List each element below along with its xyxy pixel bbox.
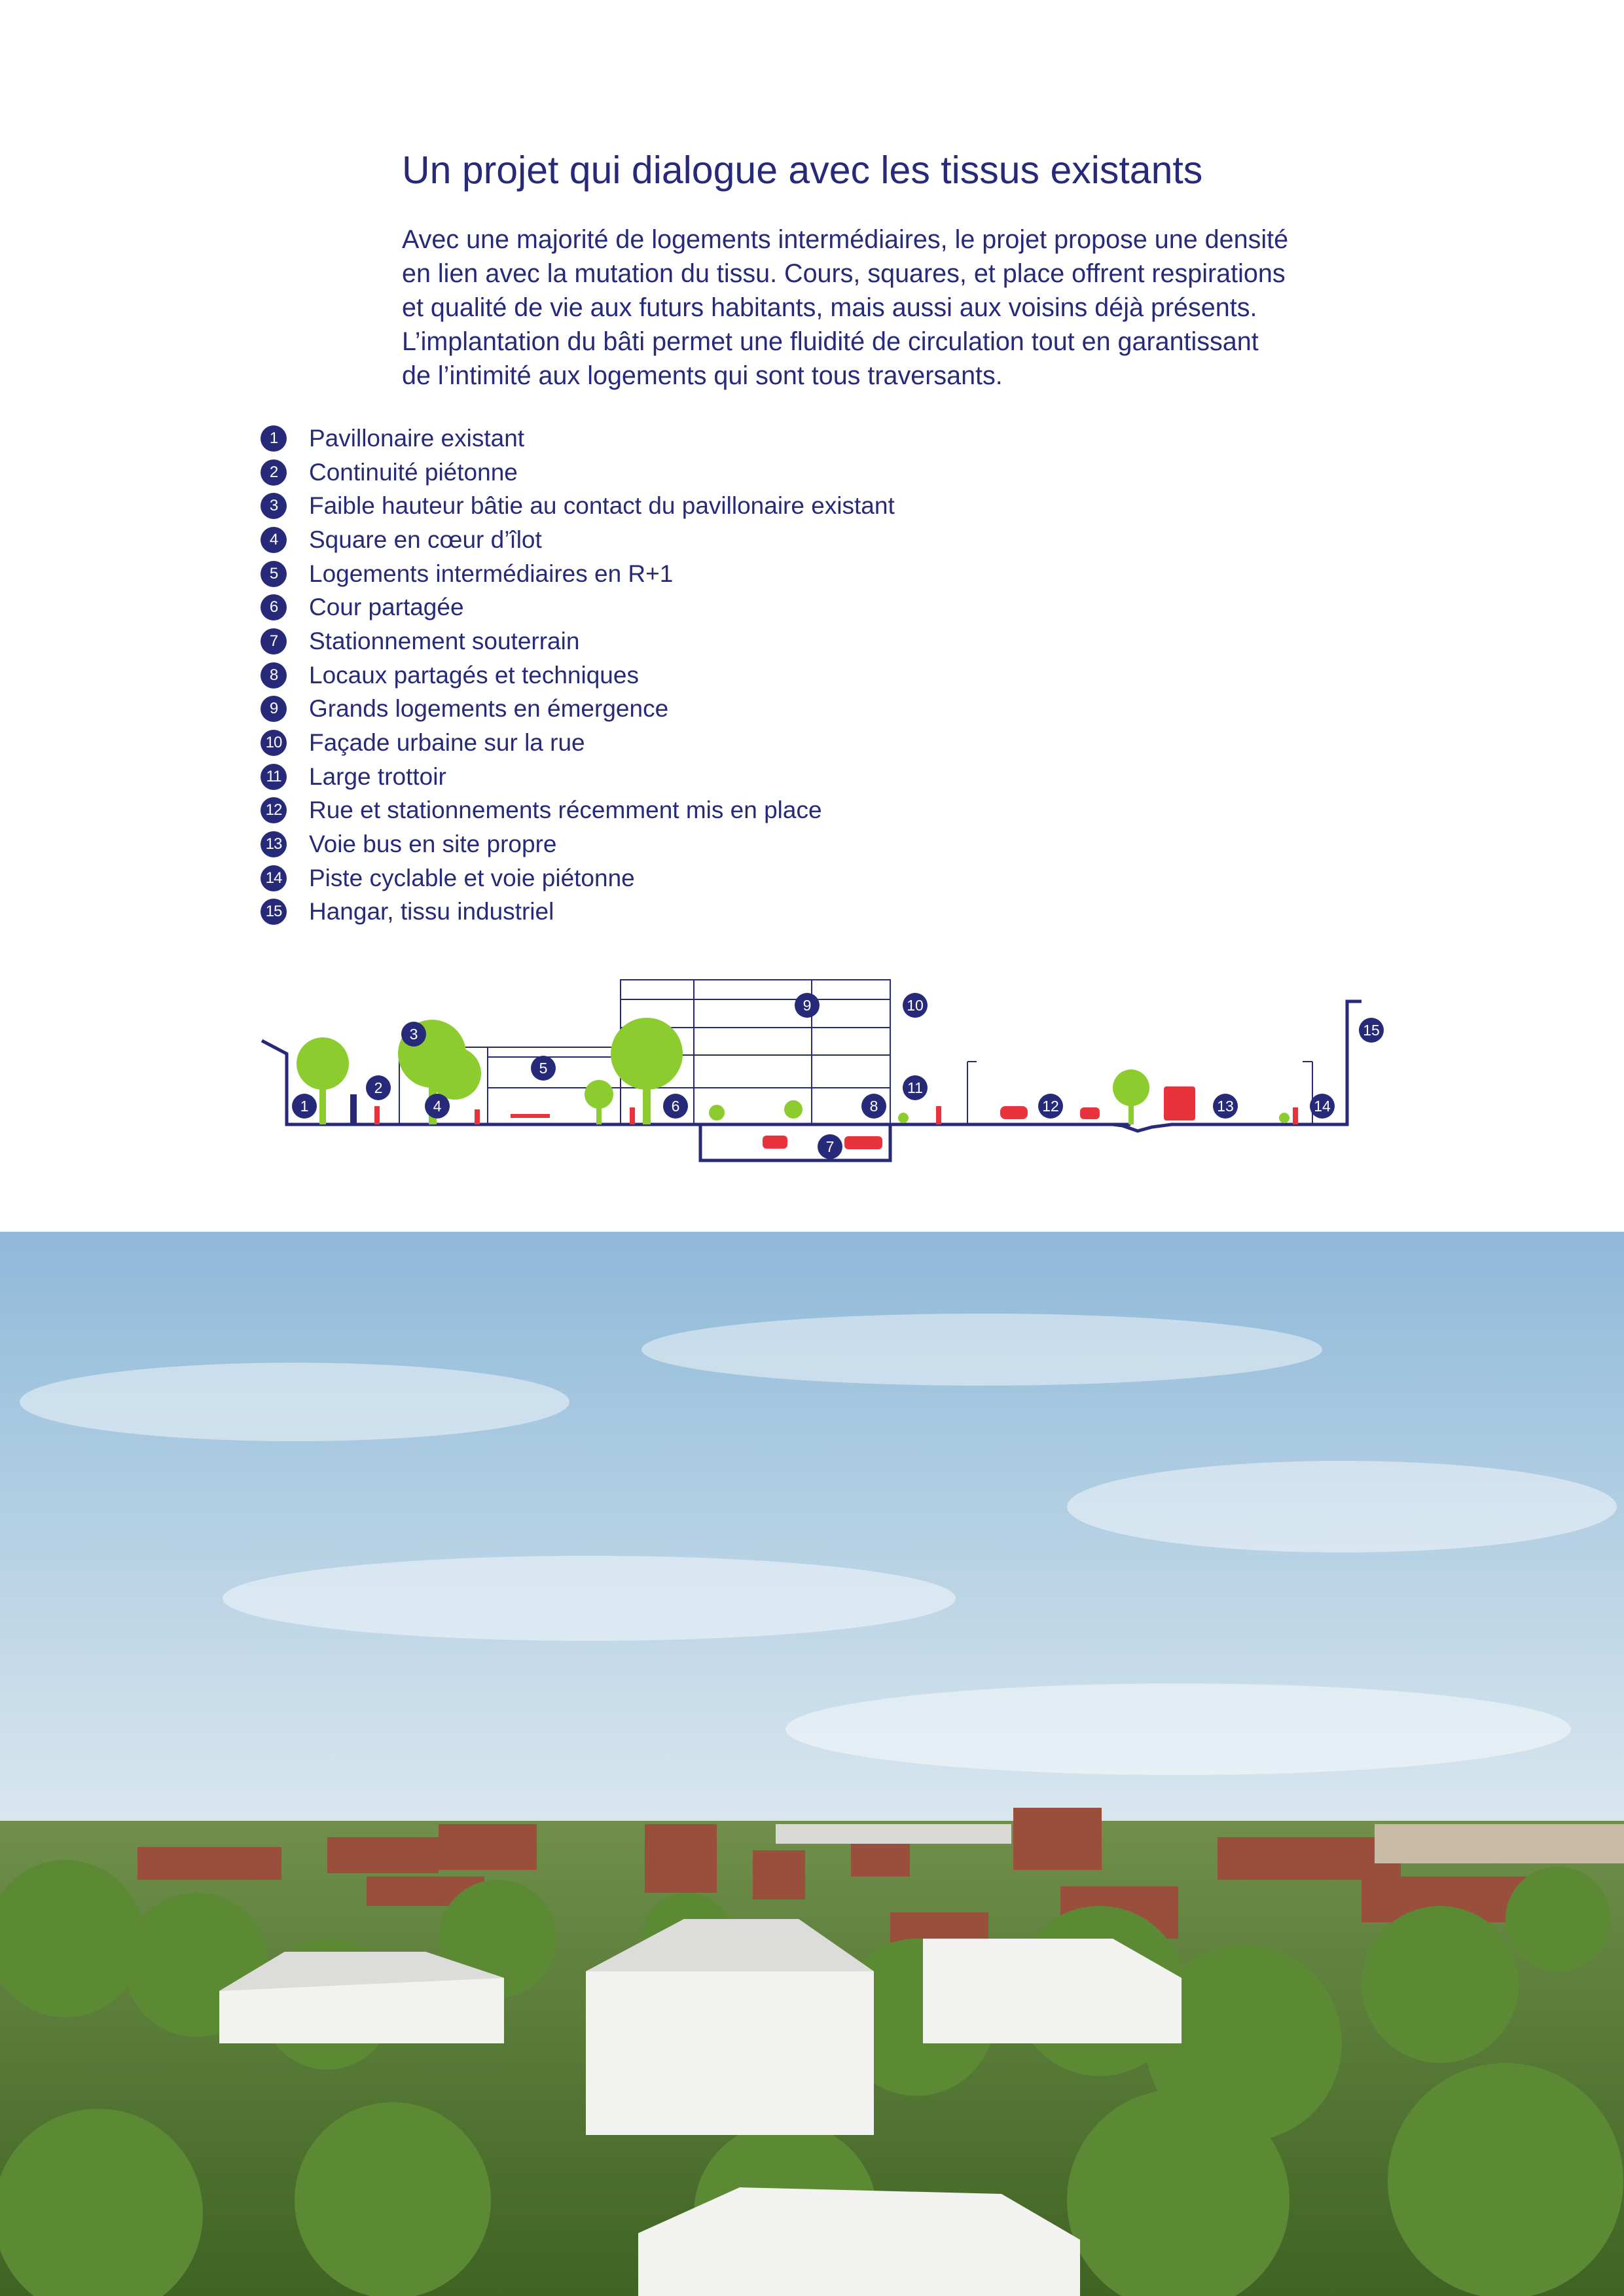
section-marker-label: 5 — [539, 1060, 548, 1077]
section-marker-label: 4 — [433, 1098, 442, 1115]
legend-label: Locaux partagés et techniques — [309, 661, 639, 689]
legend-label: Grands logements en émergence — [309, 695, 669, 723]
legend-number-badge: 1 — [261, 425, 287, 452]
legend-number-badge: 11 — [261, 764, 287, 790]
section-marker-label: 13 — [1217, 1098, 1234, 1115]
legend-label: Continuité piétonne — [309, 458, 518, 486]
legend-label: Stationnement souterrain — [309, 627, 580, 655]
page-title: Un projet qui dialogue avec les tissus existants — [402, 149, 1203, 192]
legend-number-badge: 6 — [261, 594, 287, 620]
legend-number-badge: 13 — [261, 831, 287, 857]
legend-number-badge: 5 — [261, 561, 287, 587]
legend-number-badge: 15 — [261, 899, 287, 925]
section-marker-label: 10 — [907, 997, 924, 1014]
legend-item — [261, 726, 895, 760]
legend-item — [261, 692, 895, 726]
intro-line: et qualité de vie aux futurs habitants, mais aussi aux voisins déjà présents. — [402, 293, 1257, 322]
legend-label: Voie bus en site propre — [309, 831, 557, 858]
legend-number-badge: 8 — [261, 662, 287, 689]
legend-label: Pavillonaire existant — [309, 424, 525, 452]
legend-label: Large trottoir — [309, 762, 446, 790]
legend-label: Logements intermédiaires en R+1 — [309, 560, 674, 587]
legend-item — [261, 827, 895, 861]
legend-item — [261, 456, 895, 490]
legend-item — [261, 658, 895, 692]
intro-paragraph — [402, 223, 1384, 393]
legend-number-badge: 4 — [261, 527, 287, 553]
legend-item — [261, 861, 895, 895]
legend-number-badge: 3 — [261, 493, 287, 519]
legend-item — [261, 557, 895, 591]
section-marker-label: 6 — [671, 1098, 680, 1115]
legend-item — [261, 523, 895, 557]
site-cross-section-diagram — [0, 962, 1624, 1178]
legend-number-badge: 14 — [261, 865, 287, 891]
section-marker-label: 15 — [1363, 1022, 1380, 1039]
aerial-rendering-image — [0, 1232, 1624, 2296]
section-marker-label: 11 — [907, 1079, 923, 1096]
legend-item — [261, 590, 895, 624]
legend-item — [261, 624, 895, 658]
legend-label: Faible hauteur bâtie au contact du pavillonaire existant — [309, 492, 895, 520]
legend-number-badge: 7 — [261, 628, 287, 655]
intro-line: en lien avec la mutation du tissu. Cours, squares, et place offrent respirations — [402, 259, 1286, 288]
legend-item — [261, 489, 895, 523]
legend-item — [261, 422, 895, 456]
legend-item — [261, 895, 895, 929]
legend-label: Piste cyclable et voie piétonne — [309, 864, 635, 891]
section-marker-label: 14 — [1314, 1098, 1331, 1115]
legend-label: Cour partagée — [309, 594, 464, 621]
legend-item — [261, 760, 895, 794]
section-marker-label: 1 — [300, 1098, 309, 1115]
intro-line: L’implantation du bâti permet une fluidité de circulation tout en garantissant — [402, 327, 1259, 356]
intro-line: Avec une majorité de logements intermédiaires, le projet propose une densité — [402, 225, 1289, 254]
legend-number-badge: 9 — [261, 696, 287, 722]
section-marker-label: 9 — [803, 997, 812, 1014]
legend-label: Rue et stationnements récemment mis en place — [309, 797, 822, 824]
legend-number-badge: 2 — [261, 459, 287, 486]
section-marker-label: 2 — [374, 1079, 383, 1096]
section-marker-label: 12 — [1042, 1098, 1059, 1115]
legend-label: Hangar, tissu industriel — [309, 898, 554, 925]
legend-label: Square en cœur d’îlot — [309, 526, 542, 553]
intro-line: de l’intimité aux logements qui sont tous traversants. — [402, 361, 1003, 390]
legend-label: Façade urbaine sur la rue — [309, 729, 585, 757]
legend-list — [261, 422, 895, 929]
section-marker-label: 7 — [825, 1138, 835, 1155]
legend-number-badge: 10 — [261, 730, 287, 756]
legend-item — [261, 794, 895, 828]
section-marker-label: 3 — [409, 1026, 418, 1043]
section-marker-label: 8 — [869, 1098, 878, 1115]
legend-number-badge: 12 — [261, 797, 287, 823]
